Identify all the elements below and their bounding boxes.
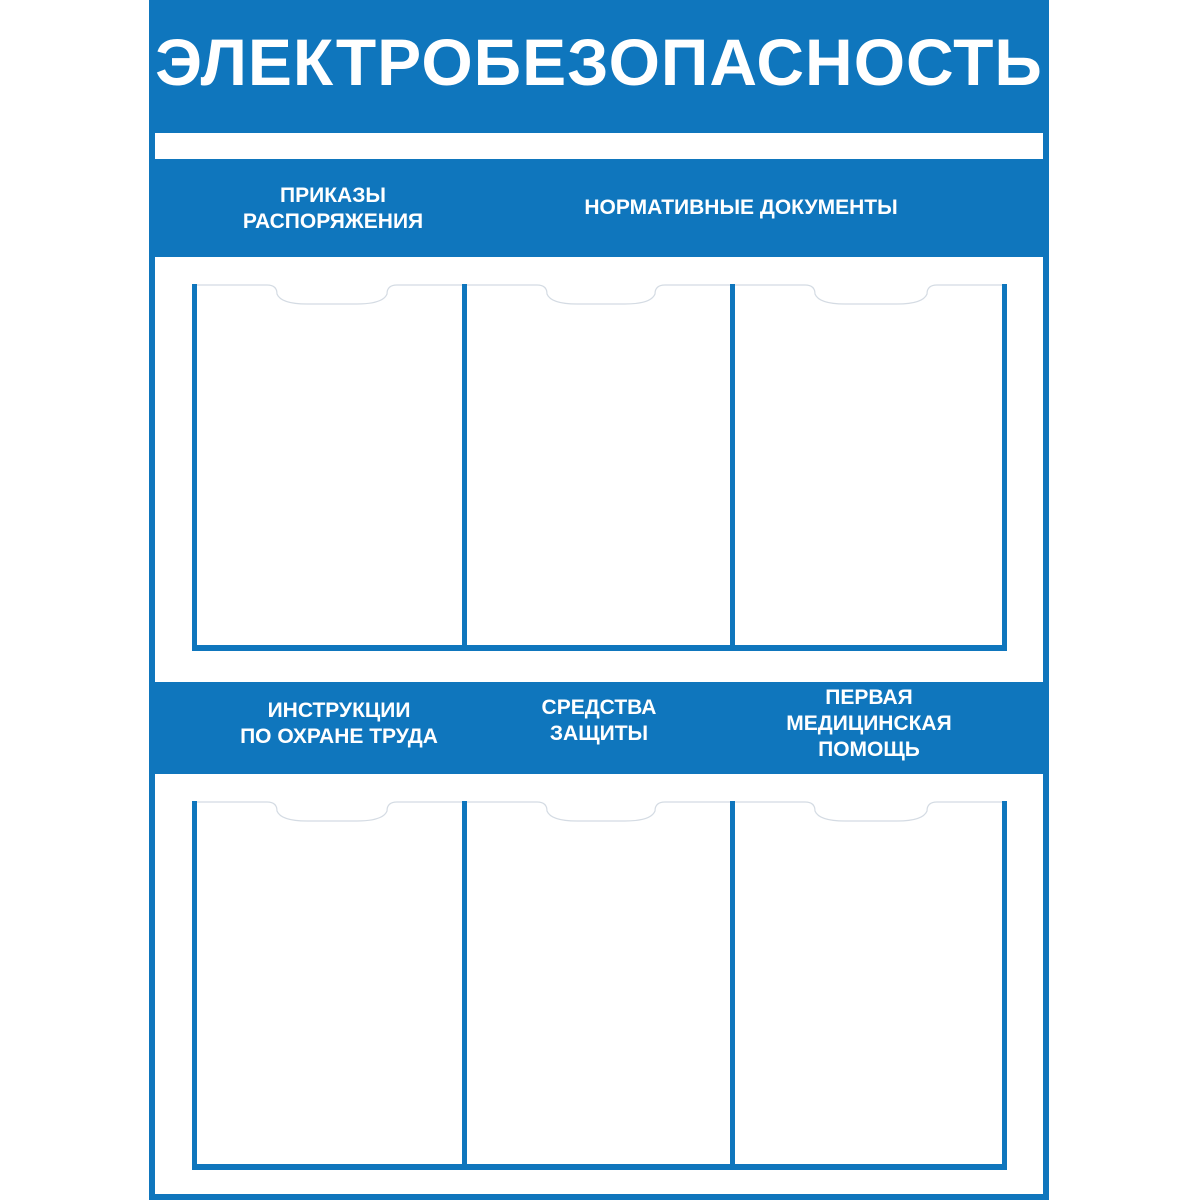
section-label-line: ПО ОХРАНЕ ТРУДА	[240, 725, 438, 748]
pocket-notch-icon	[467, 284, 730, 310]
document-pocket[interactable]	[462, 284, 735, 651]
document-pocket[interactable]	[192, 801, 467, 1170]
section-header-top	[149, 159, 1049, 257]
section-label-protective-equipment	[499, 695, 699, 747]
section-label-line: СРЕДСТВА	[541, 696, 657, 719]
section-label-line: ИНСТРУКЦИИ	[267, 699, 411, 722]
section-label-line: ПОМОЩЬ	[818, 738, 920, 761]
pocket-row-bottom	[192, 801, 1007, 1170]
pocket-row-top	[192, 284, 1007, 651]
section-label-line: МЕДИЦИНСКАЯ	[786, 712, 952, 735]
section-label-line: ПЕРВАЯ	[825, 686, 913, 709]
section-label-first-aid	[749, 685, 989, 763]
pocket-notch-icon	[735, 284, 1002, 310]
title-divider-strip	[155, 133, 1043, 159]
section-label-line: РАСПОРЯЖЕНИЯ	[242, 210, 424, 233]
board-title: ЭЛЕКТРОБЕЗОПАСНОСТЬ	[155, 24, 1043, 99]
pocket-notch-icon	[467, 801, 730, 827]
document-pocket[interactable]	[730, 284, 1007, 651]
document-pocket[interactable]	[462, 801, 735, 1170]
section-label-line: НОРМАТИВНЫЕ ДОКУМЕНТЫ	[584, 196, 898, 219]
section-header-bottom	[149, 682, 1049, 774]
document-pocket[interactable]	[730, 801, 1007, 1170]
section-label-line: ЗАЩИТЫ	[549, 722, 649, 745]
section-label-normative-documents	[541, 195, 941, 221]
section-label-line: ПРИКАЗЫ	[280, 184, 386, 207]
title-bar	[149, 0, 1049, 133]
pocket-notch-icon	[735, 801, 1002, 827]
document-pocket[interactable]	[192, 284, 467, 651]
pocket-notch-icon	[197, 284, 462, 310]
section-label-orders	[233, 183, 433, 235]
info-board	[149, 0, 1049, 1200]
section-label-labor-instructions	[219, 698, 459, 750]
pocket-notch-icon	[197, 801, 462, 827]
